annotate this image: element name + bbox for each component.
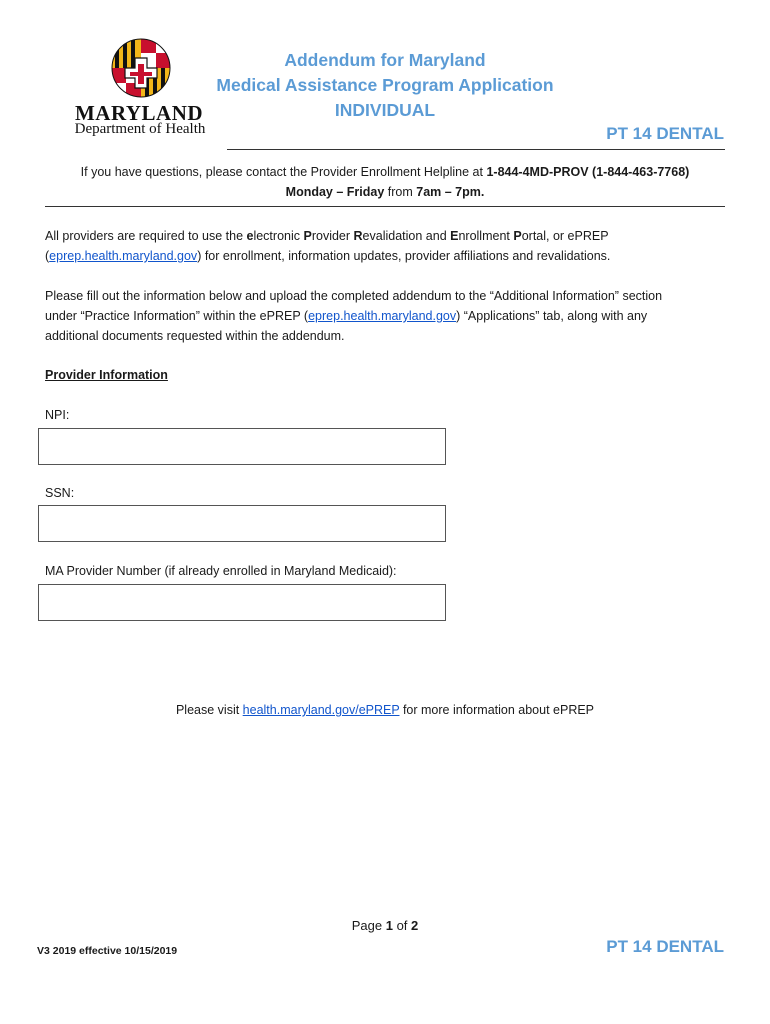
page-of: of (392, 918, 412, 933)
ssn-input[interactable] (39, 506, 445, 541)
title-line-3: INDIVIDUAL (334, 100, 436, 120)
intro-text: lectronic (253, 229, 304, 243)
instructions-text: additional documents requested within the addendum. (45, 329, 345, 343)
intro-bold-letter: P (513, 229, 522, 243)
instructions-text: under “Practice Information” within the ePREP ( (45, 309, 309, 323)
ma-provider-number-input[interactable] (39, 585, 445, 620)
helpline-hours (45, 185, 725, 199)
intro-text: ) for enrollment, information updates, provider affiliations and revalidations. (197, 249, 611, 263)
helpline-prefix: If you have questions, please contact the Provider Enrollment Helpline at (80, 165, 487, 179)
intro-text: ( (45, 249, 50, 263)
provider-info-heading: Provider Information (45, 368, 168, 382)
footer-pt-code: PT 14 DENTAL (606, 937, 724, 956)
ma-provider-number-label: MA Provider Number (if already enrolled in Maryland Medicaid): (45, 564, 397, 578)
title-line-2: Medical Assistance Program Application (216, 75, 554, 95)
intro-text: evalidation and (362, 229, 451, 243)
page-word: Page (351, 918, 386, 933)
visit-line (45, 703, 725, 717)
helpline-time: 7am – 7pm. (416, 185, 485, 199)
helpline-from: from (384, 185, 417, 199)
logo-org-name: MARYLAND (74, 101, 204, 125)
ssn-field-box (38, 505, 446, 542)
visit-suffix: for more information about ePREP (399, 703, 595, 717)
helpline-line (45, 165, 725, 179)
logo-department: Department of Health (74, 121, 206, 137)
intro-text: rovider (311, 229, 354, 243)
intro-text: nrollment (458, 229, 514, 243)
header-divider (227, 149, 725, 150)
intro-bold-letter: P (303, 229, 312, 243)
header-pt-code: PT 14 DENTAL (606, 124, 724, 143)
helpline-days: Monday – Friday (285, 185, 385, 199)
ssn-label: SSN: (45, 486, 75, 500)
page-number (330, 918, 440, 933)
npi-field-box (38, 428, 446, 465)
instructions-text: Please fill out the information below and upload the completed addendum to the “Additional Information” section (45, 289, 663, 303)
page-total: 2 (411, 918, 419, 933)
intro-bold-letter: R (353, 229, 363, 243)
eprep-link-2[interactable]: eprep.health.maryland.gov (308, 309, 457, 323)
contact-divider (45, 206, 725, 207)
intro-bold-letter: E (450, 229, 459, 243)
ma-provider-number-field-box (38, 584, 446, 621)
maryland-seal-logo (111, 38, 171, 98)
intro-text: All providers are required to use the (45, 229, 247, 243)
helpline-phone: 1-844-4MD-PROV (1-844-463-7768) (486, 165, 690, 179)
eprep-link[interactable]: eprep.health.maryland.gov (49, 249, 198, 263)
intro-text: ortal, or ePREP (521, 229, 609, 243)
eprep-info-link[interactable]: health.maryland.gov/ePREP (242, 703, 400, 717)
intro-paragraph-1 (45, 226, 735, 266)
npi-input[interactable] (39, 429, 445, 464)
intro-paragraph-2 (45, 286, 735, 346)
visit-prefix: Please visit (175, 703, 243, 717)
intro-bold-letter: e (246, 229, 254, 243)
instructions-text: ) “Applications” tab, along with any (456, 309, 648, 323)
version-label: V3 2019 effective 10/15/2019 (37, 945, 178, 957)
npi-label: NPI: (45, 408, 70, 422)
page-current: 1 (385, 918, 393, 933)
title-line-1: Addendum for Maryland (284, 50, 486, 70)
